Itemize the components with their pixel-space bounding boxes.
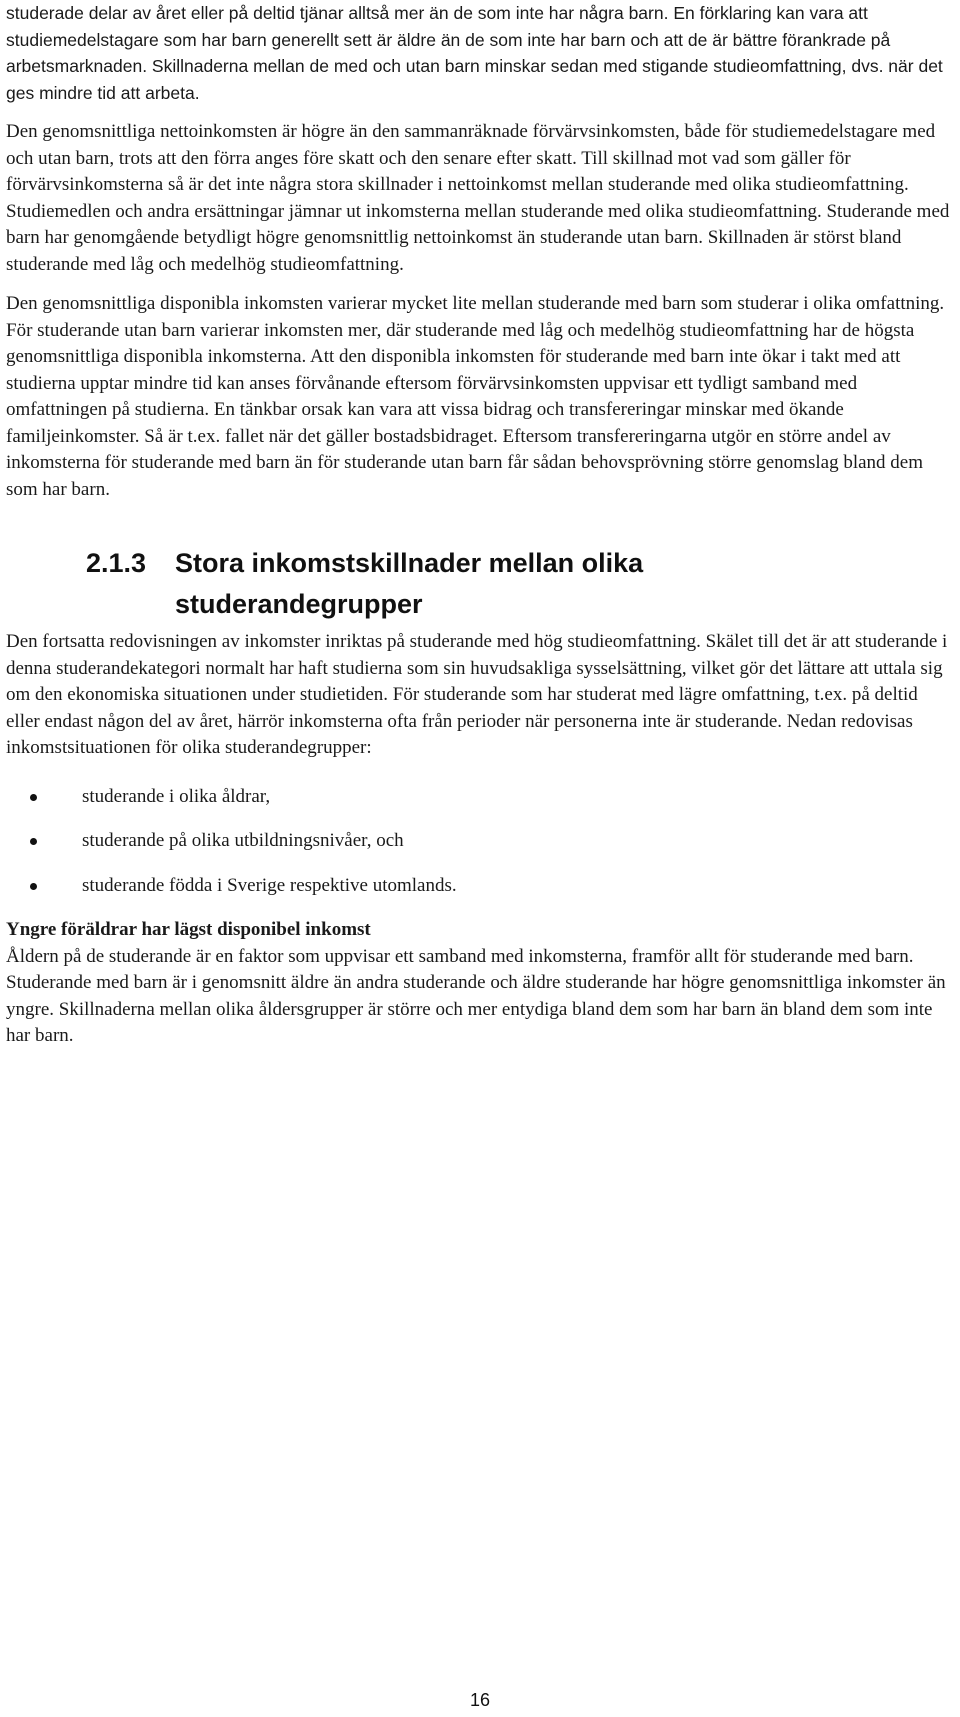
paragraph-5: Åldern på de studerande är en faktor som uppvisar ett samband med inkomsterna, framför allt för studerande med barn. Studerande med barn är i genomsnitt äldre än andra studerande och äldre studerande har högre genomsnittliga inkomster än yngre. Skillnaderna mellan olika åldersgrupper är större och mer entydiga bland dem som har barn än bland dem som inte har barn. bbox=[6, 945, 946, 1046]
list-item-text: studerande födda i Sverige respektive utomlands. bbox=[82, 874, 457, 896]
list-item-text: studerande i olika åldrar, bbox=[82, 785, 271, 807]
paragraph-3: Den genomsnittliga disponibla inkomsten varierar mycket lite mellan studerande med barn som studerar i olika omfattning. För studerande utan barn varierar inkomsten mer, där studerande med låg och medelhög studieomfattning har de högsta genomsnittliga disponibla inkomsterna. Att den disponibla inkomsten för studerande med barn inte ökar i takt med att studierna upptar mindre tid kan anses förvånande eftersom förvärvsinkomsten uppvisar ett tydligt samband med omfattningen på studierna. En tänkbar orsak kan vara att vissa bidrag och transfereringar minskar med ökande familjeinkomster. Så är t.ex. fallet när det gäller bostadsbidraget. Eftersom transfereringarna utgör en större andel av inkomsterna för studerande med barn än för studerande utan barn får sådan behovsprövning större genomslag bland dem som har barn. bbox=[6, 293, 945, 500]
section-number: 2.1.3 bbox=[86, 548, 147, 578]
bullet-list bbox=[6, 784, 954, 900]
list-item-text: studerande på olika utbildningsnivåer, och bbox=[82, 830, 404, 851]
paragraph-1: studerade delar av året eller på deltid tjänar alltså mer än de som inte har några barn. En förklaring kan vara att studiemedelstagare som har barn generellt sett är äldre än de som inte har barn och att de är bättre förankrade på arbetsmarknaden. Skillnaderna mellan de med och utan barn minskar sedan med stigande studieomfattning, dvs. när det ges mindre tid att arbeta. bbox=[6, 3, 943, 103]
bullet-icon bbox=[30, 794, 37, 801]
paragraph-4: Den fortsatta redovisningen av inkomster inriktas på studerande med hög studieomfattning. Skälet till det är att studerande i denna studerandekategori normalt har haft studierna som sin huvudsakliga sysselsättning, vilket gör det lättare att uttala sig om den ekonomiska situationen under studietiden. För studerande som har studerat med lägre omfattning, t.ex. på deltid eller endast någon del av året, härrör inkomsterna ofta från perioder när personerna inte är studerande. Nedan redovisas inkomstsituationen för olika studerandegrupper: bbox=[6, 631, 948, 758]
paragraph-2: Den genomsnittliga nettoinkomsten är högre än den sammanräknade förvärvsinkomsten, både för studiemedelstagare med och utan barn, trots att den förra anges före skatt och den senare efter skatt. Till skillnad mot vad som gäller för förvärvsinkomsterna så är det inte några stora skillnader i nettoinkomst mellan studerande med olika studieomfattning. Studiemedlen och andra ersättningar jämnar ut inkomsterna mellan studerande med olika studieomfattning. Studerande med barn har genomgående betydligt högre genomsnittlig nettoinkomst än studerande utan barn. Skillnaden är störst bland studerande med låg och medelhög studieomfattning. bbox=[6, 121, 950, 275]
subheading: Yngre föräldrar har lägst disponibel inkomst bbox=[6, 919, 371, 940]
list-item bbox=[6, 828, 954, 855]
list-item bbox=[6, 784, 954, 811]
bullet-icon bbox=[30, 883, 37, 890]
section-heading bbox=[6, 543, 954, 625]
list-item bbox=[6, 873, 954, 900]
document-page bbox=[6, 0, 954, 1050]
page-number: 16 bbox=[469, 1690, 491, 1710]
section-title: Stora inkomstskillnader mellan olika studerandegrupper bbox=[175, 548, 644, 619]
bullet-icon bbox=[30, 838, 37, 845]
